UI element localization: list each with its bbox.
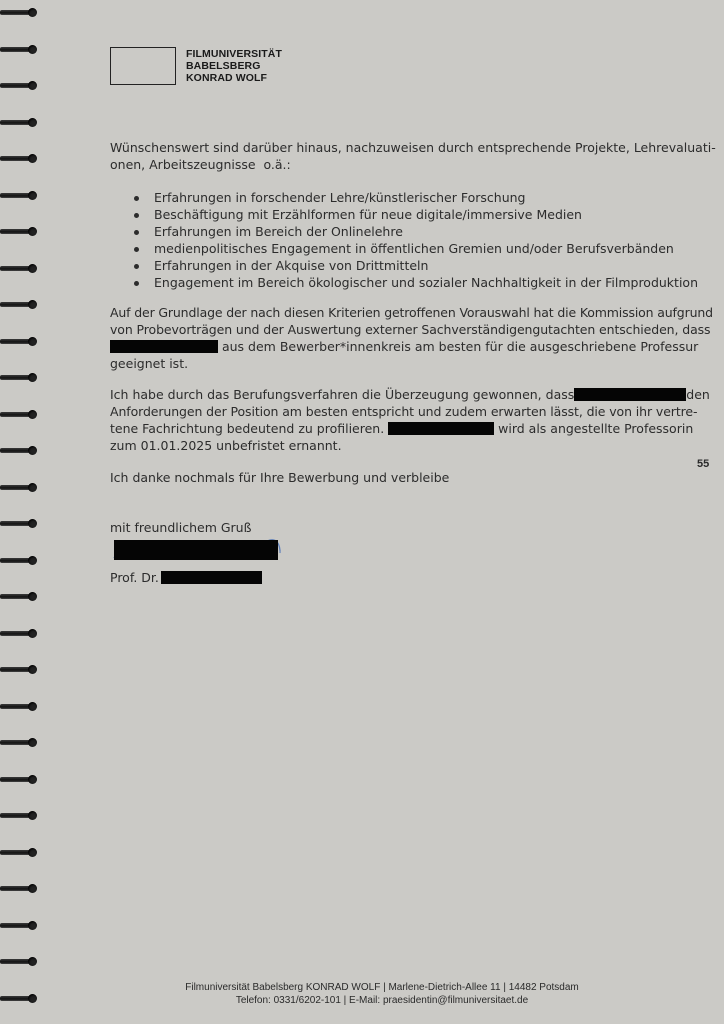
binding-ring <box>0 191 36 200</box>
ring-hole <box>28 410 37 419</box>
ring-wire <box>0 10 30 15</box>
logo-box <box>110 47 176 85</box>
binding-ring <box>0 519 36 528</box>
ring-wire <box>0 959 30 964</box>
footer <box>0 981 724 1007</box>
ring-hole <box>28 957 37 966</box>
ring-wire <box>0 485 30 490</box>
ring-wire <box>0 375 30 380</box>
ring-hole <box>28 45 37 54</box>
paragraph2-line2: von Probevorträgen und der Auswertung externer Sachverständigengutachten entschieden, dass <box>110 322 711 337</box>
list-item: Erfahrungen in der Akquise von Drittmitteln <box>154 257 714 274</box>
ring-hole <box>28 8 37 17</box>
binding-ring <box>0 848 36 857</box>
ring-wire <box>0 594 30 599</box>
ring-wire <box>0 412 30 417</box>
redacted-name <box>388 422 494 435</box>
ring-hole <box>28 227 37 236</box>
binding-ring <box>0 373 36 382</box>
list-item: Erfahrungen im Bereich der Onlinelehre <box>154 223 714 240</box>
redacted-signature <box>114 540 278 560</box>
ring-wire <box>0 83 30 88</box>
binding-ring <box>0 300 36 309</box>
ring-hole <box>28 81 37 90</box>
binding-ring <box>0 337 36 346</box>
ring-hole <box>28 775 37 784</box>
binding-ring <box>0 556 36 565</box>
paragraph-commission <box>110 304 713 372</box>
paragraph1-line1: Wünschenswert sind darüber hinaus, nachzuweisen durch entsprechende Projekte, Lehrevaluati- <box>110 140 716 155</box>
ring-hole <box>28 702 37 711</box>
ring-wire <box>0 740 30 745</box>
list-item: medienpolitisches Engagement in öffentlichen Gremien und/oder Berufsverbänden <box>154 240 714 257</box>
ring-hole <box>28 556 37 565</box>
list-item: Erfahrungen in forschender Lehre/künstlerischer Forschung <box>154 189 714 206</box>
paragraph3-line3-text: tene Fachrichtung bedeutend zu profilieren. <box>110 421 389 436</box>
paragraph3-line1-text: Ich habe durch das Berufungsverfahren die Überzeugung gewonnen, dass <box>110 387 575 402</box>
page-number: 55 <box>697 458 710 470</box>
binding-ring <box>0 446 36 455</box>
paragraph2-line3 <box>110 338 699 355</box>
ring-hole <box>28 154 37 163</box>
paragraph3-line4: zum 01.01.2025 unbefristet ernannt. <box>110 438 342 453</box>
signatory-title: Prof. Dr. <box>110 570 159 585</box>
paragraph3-line1-end: den <box>686 387 710 402</box>
ring-wire <box>0 193 30 198</box>
paragraph2-line1: Auf der Grundlage der nach diesen Kriterien getroffenen Vorauswahl hat die Kommission aufgrund <box>110 305 713 320</box>
paragraph3-line2: Anforderungen der Position am besten entspricht und zudem erwarten lässt, die von ihr vertre- <box>110 404 698 419</box>
ring-wire <box>0 47 30 52</box>
ring-wire <box>0 448 30 453</box>
ring-hole <box>28 337 37 346</box>
ring-wire <box>0 156 30 161</box>
redacted-name <box>574 388 686 401</box>
ring-hole <box>28 884 37 893</box>
qualification-list <box>110 189 714 291</box>
ring-hole <box>28 191 37 200</box>
ring-wire <box>0 229 30 234</box>
paragraph3-line3 <box>110 420 694 437</box>
binding-ring <box>0 227 36 236</box>
footer-contact: Telefon: 0331/6202-101 | E-Mail: praesidentin@filmuniversitaet.de <box>235 995 529 1006</box>
binding-ring <box>0 592 36 601</box>
ring-wire <box>0 631 30 636</box>
ring-hole <box>28 264 37 273</box>
redacted-name <box>110 340 218 353</box>
ring-hole <box>28 519 37 528</box>
ring-wire <box>0 558 30 563</box>
ring-hole <box>28 373 37 382</box>
ring-wire <box>0 266 30 271</box>
ring-hole <box>28 921 37 930</box>
ring-hole <box>28 848 37 857</box>
ring-hole <box>28 300 37 309</box>
paragraph-decision <box>110 386 710 454</box>
ring-hole <box>28 665 37 674</box>
binding-ring <box>0 775 36 784</box>
ring-hole <box>28 738 37 747</box>
binding-ring <box>0 811 36 820</box>
institution-logo <box>186 48 282 84</box>
closing-salutation: mit freundlichem Gruß <box>110 520 252 535</box>
paragraph-thanks: Ich danke nochmals für Ihre Bewerbung und verbleibe <box>110 470 450 485</box>
ring-wire <box>0 813 30 818</box>
binding-ring <box>0 665 36 674</box>
ring-wire <box>0 120 30 125</box>
binding-ring <box>0 8 36 17</box>
ring-hole <box>28 811 37 820</box>
binding-ring <box>0 410 36 419</box>
redacted-name <box>161 571 262 584</box>
ring-wire <box>0 923 30 928</box>
binding-ring <box>0 702 36 711</box>
ring-wire <box>0 302 30 307</box>
ring-hole <box>28 446 37 455</box>
logo-line-2: BABELSBERG <box>186 60 261 72</box>
ring-wire <box>0 521 30 526</box>
ring-wire <box>0 777 30 782</box>
ring-wire <box>0 886 30 891</box>
binding-ring <box>0 45 36 54</box>
list-item: Engagement im Bereich ökologischer und sozialer Nachhaltigkeit in der Filmproduktion <box>154 274 714 291</box>
ring-hole <box>28 592 37 601</box>
ring-hole <box>28 483 37 492</box>
spiral-binding <box>0 0 40 1024</box>
logo-line-3: KONRAD WOLF <box>186 72 268 84</box>
binding-ring <box>0 483 36 492</box>
logo-line-1: FILMUNIVERSITÄT <box>186 48 282 60</box>
ring-wire <box>0 850 30 855</box>
ring-wire <box>0 339 30 344</box>
binding-ring <box>0 264 36 273</box>
ring-hole <box>28 629 37 638</box>
paragraph-qualifications <box>110 139 716 173</box>
binding-ring <box>0 738 36 747</box>
paragraph2-line4: geeignet ist. <box>110 356 189 371</box>
paragraph1-line2: onen, Arbeitszeugnisse o.ä.: <box>110 157 291 172</box>
ring-wire <box>0 704 30 709</box>
binding-ring <box>0 921 36 930</box>
binding-ring <box>0 629 36 638</box>
binding-ring <box>0 884 36 893</box>
paragraph3-line1 <box>110 386 710 403</box>
list-item: Beschäftigung mit Erzählformen für neue digitale/immersive Medien <box>154 206 714 223</box>
binding-ring <box>0 81 36 90</box>
signatory <box>110 570 262 585</box>
binding-ring <box>0 154 36 163</box>
ring-wire <box>0 667 30 672</box>
binding-ring <box>0 957 36 966</box>
ring-hole <box>28 118 37 127</box>
footer-address: Filmuniversität Babelsberg KONRAD WOLF | Marlene-Dietrich-Allee 11 | 14482 Potsdam <box>185 982 579 993</box>
paragraph2-line3-text: aus dem Bewerber*innenkreis am besten für die ausgeschriebene Professur <box>218 339 699 354</box>
paragraph3-line3-end: wird als angestellte Professorin <box>494 421 694 436</box>
binding-ring <box>0 118 36 127</box>
